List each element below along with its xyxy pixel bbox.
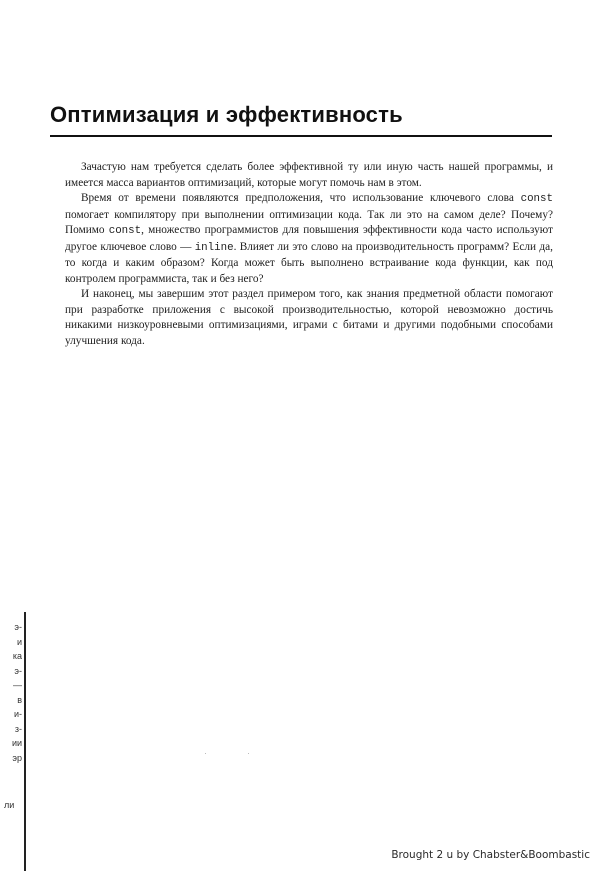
fragment-line: з- bbox=[14, 723, 22, 734]
keyword-const: const bbox=[520, 193, 553, 205]
keyword-inline: inline bbox=[194, 241, 234, 254]
fragment-line: э- bbox=[14, 665, 22, 676]
fragment-line: — bbox=[13, 680, 22, 690]
fragment-line: и bbox=[16, 636, 22, 647]
fragment-line: в bbox=[17, 694, 22, 705]
fragment-line: эр bbox=[12, 752, 22, 763]
previous-page-fragments bbox=[0, 620, 22, 765]
paragraph-2-part-4: . Влияет ли это слово на производительность программ? Если да, то когда и каким образом? Когда может быть выполнено встраивание кода функции, как под контролем программиста, так и без него? bbox=[65, 240, 553, 285]
paragraph-2 bbox=[65, 191, 553, 287]
paragraph-1: Зачастую нам требуется сделать более эффективной ту или иную часть нашей программы, и имеется масса вариантов оптимизаций, которые могут помочь нам в этом. bbox=[65, 161, 553, 189]
previous-page-edge bbox=[24, 612, 26, 871]
keyword-const-2: const bbox=[108, 225, 142, 237]
chapter-intro-text bbox=[65, 160, 553, 349]
scan-speck bbox=[205, 753, 206, 754]
fragment-line: ии bbox=[11, 738, 22, 748]
chapter-title: Оптимизация и эффективность bbox=[50, 102, 403, 127]
fragment-line: э- bbox=[14, 622, 22, 632]
paragraph-2-part-3: , множество программистов для повышения эффективности кода часто используют другое ключевое слово — bbox=[65, 224, 553, 253]
scan-speck bbox=[248, 753, 249, 754]
scan-credit: Brought 2 u by Chabster&Boombastic bbox=[391, 849, 590, 861]
fragment-line: и- bbox=[13, 709, 22, 719]
fragment-line: ка bbox=[12, 651, 22, 661]
previous-page-bottom-fragment: ли bbox=[4, 800, 15, 810]
paragraph-2-part-2: помогает компилятору при выполнении оптимизации кода. Так ли это на самом деле? Почему? Помимо bbox=[65, 208, 553, 236]
title-divider bbox=[50, 135, 552, 137]
paragraph-2-part-1: Время от времени появляются предположения, что использование ключевого слова bbox=[81, 192, 521, 204]
paragraph-3: И наконец, мы завершим этот раздел примером того, как знания предметной области помогают при разработке приложения с высокой производительностью, которой невозможно достичь никакими низкоуровневыми оптимизациями, играми с битами и другими подобными способами улучшения кода. bbox=[65, 288, 553, 347]
